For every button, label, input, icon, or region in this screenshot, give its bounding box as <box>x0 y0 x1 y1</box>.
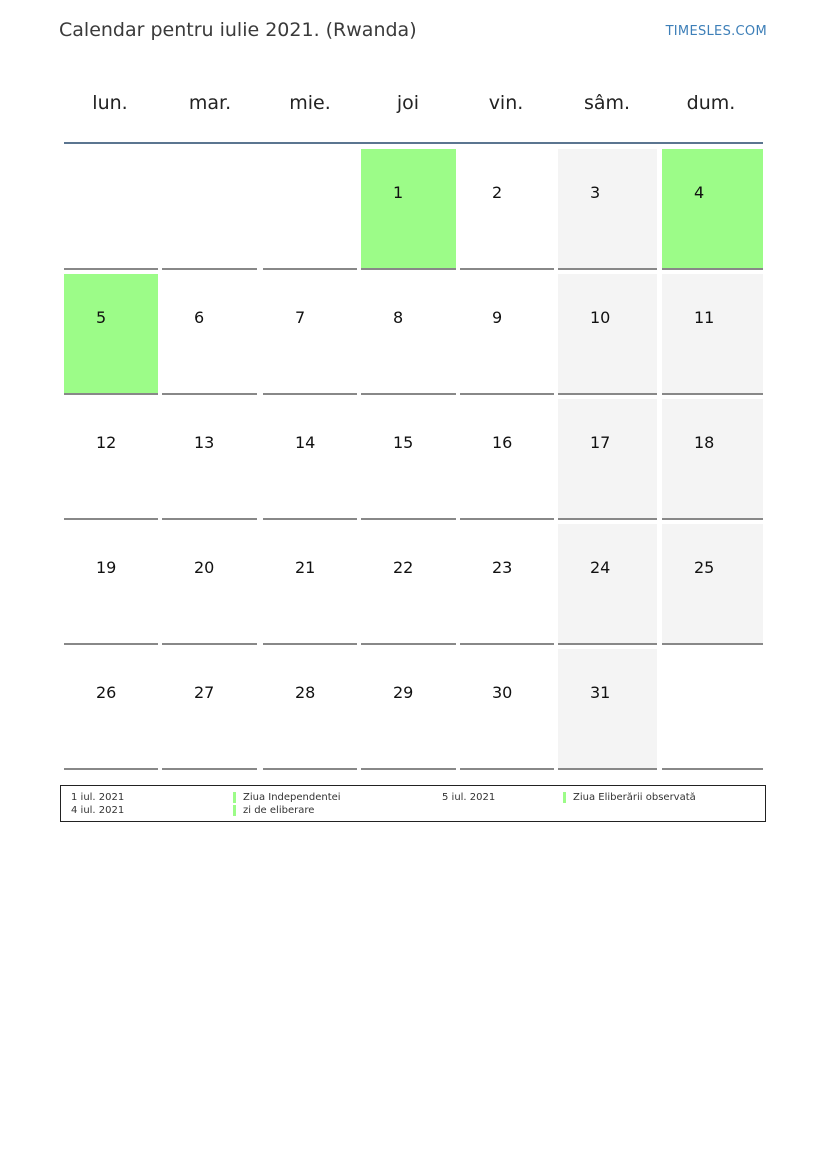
day-number: 7 <box>295 308 306 327</box>
day-number: 12 <box>96 433 117 452</box>
day-number: 15 <box>393 433 414 452</box>
weekday-label: mie. <box>289 92 331 114</box>
day-number: 19 <box>96 558 117 577</box>
day-cell[interactable] <box>263 649 357 770</box>
weekday-label: vin. <box>488 92 524 114</box>
day-number: 25 <box>694 558 715 577</box>
day-number: 28 <box>295 683 316 702</box>
day-number: 18 <box>694 433 715 452</box>
day-cell[interactable] <box>558 524 657 645</box>
day-number: 9 <box>492 308 503 327</box>
day-number: 22 <box>393 558 414 577</box>
day-number: 27 <box>194 683 215 702</box>
day-number: 5 <box>96 308 107 327</box>
legend-date: 5 iul. 2021 <box>442 792 496 803</box>
weekday-label: lun. <box>92 92 128 114</box>
empty-day-cell <box>162 149 257 270</box>
weekday-label: dum. <box>686 92 736 114</box>
day-number: 29 <box>393 683 414 702</box>
header-divider <box>64 142 763 144</box>
day-cell[interactable] <box>460 274 554 395</box>
weekday-label: joi <box>396 92 420 114</box>
legend-date: 1 iul. 2021 <box>71 792 125 803</box>
weekday-label: sâm. <box>583 92 631 114</box>
day-cell[interactable] <box>662 274 763 395</box>
day-number: 24 <box>590 558 611 577</box>
day-number: 3 <box>590 183 601 202</box>
day-cell[interactable] <box>162 524 257 645</box>
day-cell[interactable] <box>662 399 763 520</box>
day-cell[interactable] <box>162 649 257 770</box>
day-cell[interactable] <box>460 524 554 645</box>
day-cell[interactable] <box>361 149 456 270</box>
day-cell[interactable] <box>460 149 554 270</box>
day-number: 1 <box>393 183 404 202</box>
legend-holiday-name: zi de eliberare <box>233 805 314 816</box>
page-title: Calendar pentru iulie 2021. (Rwanda) <box>59 19 417 41</box>
legend-date: 4 iul. 2021 <box>71 805 125 816</box>
day-cell[interactable] <box>64 274 158 395</box>
day-number: 23 <box>492 558 513 577</box>
empty-day-cell <box>64 149 158 270</box>
empty-day-cell <box>263 149 357 270</box>
day-cell[interactable] <box>162 274 257 395</box>
day-cell[interactable] <box>64 524 158 645</box>
day-cell[interactable] <box>460 649 554 770</box>
day-cell[interactable] <box>662 149 763 270</box>
legend-holiday-name: Ziua Eliberării observată <box>563 792 696 803</box>
day-number: 14 <box>295 433 316 452</box>
day-number: 31 <box>590 683 611 702</box>
day-number: 10 <box>590 308 611 327</box>
day-cell[interactable] <box>558 149 657 270</box>
day-number: 26 <box>96 683 117 702</box>
day-number: 11 <box>694 308 715 327</box>
legend-holiday-name: Ziua Independentei <box>233 792 341 803</box>
day-number: 13 <box>194 433 215 452</box>
day-cell[interactable] <box>361 649 456 770</box>
day-number: 21 <box>295 558 316 577</box>
weekday-label: mar. <box>188 92 232 114</box>
day-cell[interactable] <box>662 524 763 645</box>
day-number: 20 <box>194 558 215 577</box>
day-cell[interactable] <box>64 649 158 770</box>
day-number: 8 <box>393 308 404 327</box>
day-number: 6 <box>194 308 205 327</box>
weekday-header-row <box>60 80 766 128</box>
empty-day-cell <box>662 649 763 770</box>
day-cell[interactable] <box>361 274 456 395</box>
day-cell[interactable] <box>64 399 158 520</box>
day-number: 30 <box>492 683 513 702</box>
day-cell[interactable] <box>558 274 657 395</box>
day-number: 2 <box>492 183 503 202</box>
day-cell[interactable] <box>263 399 357 520</box>
day-number: 4 <box>694 183 705 202</box>
day-cell[interactable] <box>263 524 357 645</box>
day-cell[interactable] <box>361 524 456 645</box>
holiday-legend <box>60 785 766 822</box>
day-cell[interactable] <box>263 274 357 395</box>
site-brand-link[interactable]: TIMESLES.COM <box>665 24 767 39</box>
day-cell[interactable] <box>162 399 257 520</box>
day-cell[interactable] <box>361 399 456 520</box>
day-cell[interactable] <box>558 399 657 520</box>
day-cell[interactable] <box>460 399 554 520</box>
day-number: 16 <box>492 433 513 452</box>
day-cell[interactable] <box>558 649 657 770</box>
day-number: 17 <box>590 433 611 452</box>
